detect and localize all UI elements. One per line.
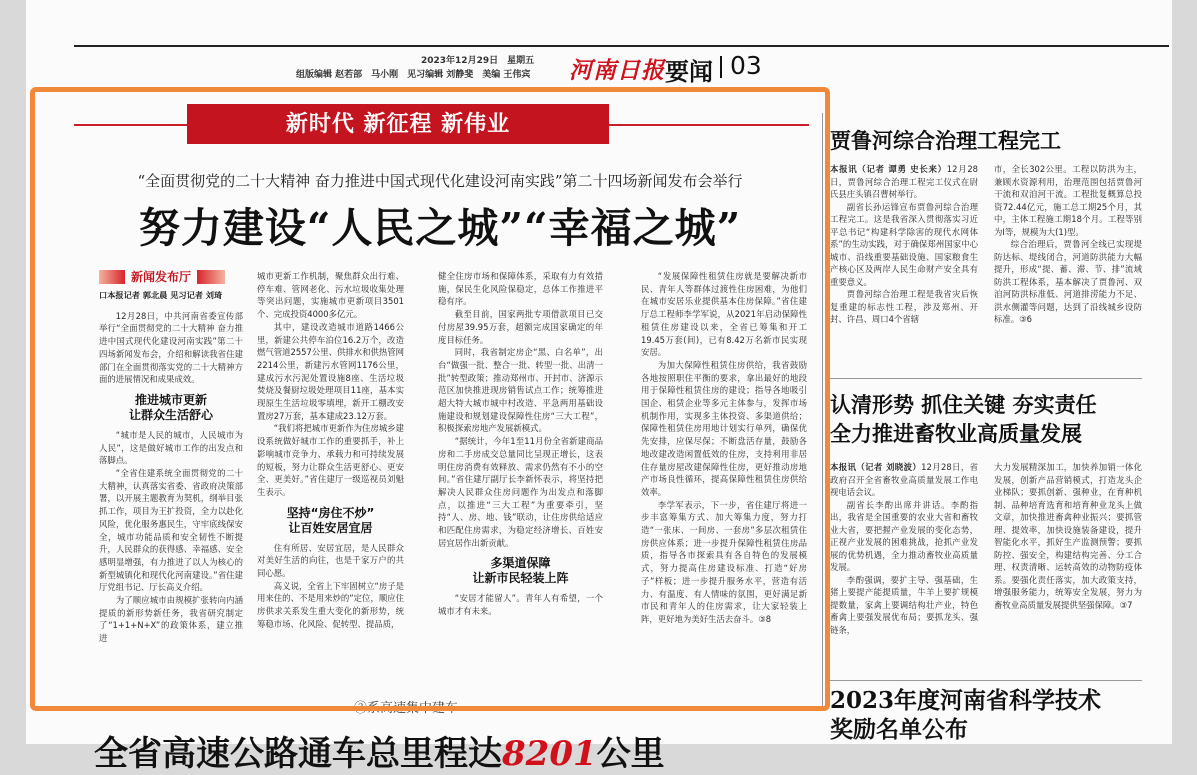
news-hall-label <box>99 270 243 284</box>
right-article-2-column-1 <box>830 461 978 675</box>
right-article-1-column-2 <box>994 163 1142 363</box>
title-line-1: 2023年度河南省科学技术 <box>830 687 1102 714</box>
byline: 本报讯（记者 刘晓波） <box>830 462 922 472</box>
paragraph-text: 12月28日，省政府召开全省畜牧业高质量发展工作电视电话会议。 <box>830 462 978 497</box>
right-article-1-title[interactable]: 贾鲁河综合治理工程完工 <box>830 128 1061 153</box>
next-headline-suffix: 公里 <box>596 734 665 774</box>
paragraph: 高义说，全省上下牢固树立“房子是用来住的、不是用来炒的”定位，顺应住房供求关系发生重大变化的新形势，统筹稳市场、化风险、促转型、提品质， <box>257 580 404 629</box>
hall-bar-left <box>99 270 125 284</box>
paragraph: 健全住房市场和保障体系，采取有力有效措施，保民生化风险保稳定，总体工作推进平稳有序。 <box>438 271 603 307</box>
next-headline-prefix: 全省高速公路通车总里程达 <box>94 734 502 774</box>
article-subtitle: “全面贯彻党的二十大精神 奋力推进中国式现代化建设河南实践”第二十四场新闻发布会举行 <box>137 172 743 190</box>
paragraph: “我们将把城市更新作为住房城乡建设系统做好城市工作的重要抓手，补上影响城市竞争力、承载力和可持续发展的短板，努力让群众生活更舒心、更安全、更美好。”省住建厅一级巡视员刘魁生表示。 <box>257 423 404 497</box>
title-line-2: 全力推进畜牧业高质量发展 <box>830 421 1082 446</box>
title-line-1: 认清形势 抓住关键 夯实责任 <box>830 392 1097 417</box>
column-banner: 新时代 新征程 新伟业 <box>187 104 609 144</box>
editor-credits: 组版编辑 赵若部 马小刚 见习编辑 刘静斐 美编 王伟宾 <box>296 70 531 80</box>
article-column-3 <box>438 270 603 698</box>
article-column-4 <box>641 270 807 698</box>
right-article-1-column-1 <box>830 163 978 363</box>
next-headline-number: 8201 <box>502 734 597 774</box>
right-article-2-column-2 <box>994 461 1142 675</box>
newspaper-page <box>26 0 1172 774</box>
paragraph <box>830 163 978 201</box>
hall-label-text: 新闻发布厅 <box>131 269 192 284</box>
byline: 本报讯（记者 谭勇 史长来） <box>830 164 947 174</box>
paragraph: 12月28日，中共河南省委宣传部举行“全面贯彻党的二十大精神 奋力推进中国式现代化建设河南实践”第二十四场新闻发布会，介绍和解读我省住建部门在全面贯彻落实党的二十大精神方面的进展情况和成果成效。 <box>99 310 243 385</box>
section-title: 要闻 <box>665 58 713 86</box>
paragraph: 副省长李酌出席并讲话。李酌指出，我省是全国重要的农业大省和畜牧业大省，要把握产业发展的变化态势，正视产业发展的困难挑战，抢抓产业发展的优势机遇，全力推动畜牧业高质量发展。 <box>830 499 978 572</box>
article-column-2 <box>257 270 404 698</box>
paragraph: “发展保障性租赁住房就是要解决新市民、青年人等群体过渡性住房困难，为他们在城市安居乐业提供基本住房保障。”省住建厅总工程师李学军说，从2021年启动保障性租赁住房建设以来，全省已筹集和开工19.45万套(间)，已有8.42万名新市民实现安居。 <box>641 271 807 358</box>
paragraph: “全省住建系统全面贯彻党的二十大精神，认真落实省委、省政府决策部署，以开展主题教育为契机，纲举目张抓工作，项目为王扩投资，全力以赴化风险，优化服务惠民生，守牢底线保安全，城市功能品质和安全韧性不断提升，人民群众的获得感、幸福感、安全感明显增强，有力推进了以人为核心的新型城镇化和现代化河南建设。”省住建厅党组书记、厅长高义介绍。 <box>99 468 243 593</box>
article-headline[interactable]: 努力建设“人民之城”“幸福之城” <box>138 204 742 252</box>
title-line-2: 奖励名单公布 <box>830 716 968 743</box>
right-article-3-title[interactable] <box>830 686 1101 744</box>
paragraph <box>830 461 978 499</box>
paragraph: “城市是人民的城市，人民城市为人民”，这是做好城市工作的出发点和落脚点。 <box>99 429 243 466</box>
article-separator <box>830 680 1142 681</box>
paragraph: 截至目前，国家两批专项借款项目已交付房屋39.95万套，超额完成国家确定的年度目标任务。 <box>438 309 603 345</box>
paragraph: 副省长孙运锋宣布贾鲁河综合治理工程完工。这是我省深入贯彻落实习近平总书记“构建科学除害的现代水网体系”的生动实践，对于确保郑州国家中心城市、沿线重要基础设施、国家粮食生产核心区及两岸人民生命财产安全具有重要意义。 <box>830 201 978 287</box>
section-heading: 坚持“房住不炒” 让百姓安居宜居 <box>286 505 375 535</box>
next-article-kicker: ③系高速集中建车 <box>354 701 459 716</box>
paragraph: 大力发展精深加工，加快养加销一体化发展，创新产品营销模式，打造龙头企业梯队；要抓创新、强种业，在育种机制、品种培育选育和培育种业龙头上做文章，加快推进畜禽种业振兴；要抓管理、提效率，加快设施装备建设，提升智能化水平，抓好生产监测预警；要抓防控、强安全，构建结构完善、分工合理、权责清晰、运转高效的动物防疫体系。要强化责任落实，加大政策支持，增强服务能力，统筹安全发展，努力为畜牧业高质量发展提供坚强保障。③7 <box>994 462 1142 610</box>
section-heading: 多渠道保障 让新市民轻装上阵 <box>472 556 569 586</box>
paragraph: 李学军表示，下一步，省住建厅将进一步丰富筹集方式、加大筹集力度，努力打造“一张床、一间房、一套房”多层次租赁住房供应体系；进一步提升保障性租赁住房品质，指导各市探索具有各自特色的发展模式，努力提高住房建设标准、打造“好房子”样板；进一步提升服务水平，营造有活力、有温度、有人情味的氛围，更好满足新市民和青年人的住房需求，让大家轻装上阵，更好地为美好生活去奋斗。③8 <box>641 499 807 624</box>
paragraph: 为加大保障性租赁住房供给，我省鼓励各地按照职住平衡的要求，拿出最好的地段用于保障性租赁住房的建设；指导各地吸引国企、租赁企业等多元主体参与，发挥市场机制作用，实现多主体投资、多渠道供给；保障性租赁住房用地计划实行单列，确保优先安排，应保尽保；不断盘活存量，鼓励各地改建改造闲置低效的住房，支持利用非居住存量房屋改建保障性住房，更好推动房地产市场良性循环，提高保障性租赁住房供给效率。 <box>641 359 807 497</box>
right-article-2-title[interactable] <box>830 390 1097 448</box>
banner-right-rule <box>609 124 809 126</box>
article-byline: 口本报记者 郭北晨 见习记者 刘琦 <box>99 290 223 300</box>
paragraph: 城市更新工作机制，聚焦群众出行难、停车难、管网老化、污水垃圾收集处理等突出问题，实施城市更新项目3501个、完成投资4000多亿元。 <box>257 271 404 320</box>
paragraph: “安居才能留人”。青年人有希望，一个城市才有未来。 <box>438 593 603 617</box>
paragraph: 其中，建设改造城市道路1466公里，新建公共停车泊位16.2万个，改造燃气管道2557公里、供排水和供热管网2214公里，新建污水管网1176公里，建成污水污泥处置设施8座、生活垃圾焚烧及餐厨垃圾处理项目11座，基本实现原生生活垃圾零填埋，新开工棚改安置房27万套，基本建成23.12万套。 <box>257 321 404 421</box>
article-separator <box>830 378 1142 379</box>
section-heading: 推进城市更新 让群众生活舒心 <box>128 392 213 422</box>
paragraph: 综合治理后，贾鲁河全线已实现堤防达标、堤线闭合，河道防洪能力大幅提升，形成“提、蓄、滞、节、排”流域防洪工程体系，基本解决了贾鲁河、双洎河防洪标准低、河道排涝能力不足、洪水侧灌等问题，达到了沿线城乡设防标准。③6 <box>994 239 1142 324</box>
paragraph: 住有所居、安居宜居，是人民群众对美好生活的向往，也是千家万户的共同心愿。 <box>257 542 404 579</box>
paragraph: 同时，我省制定房企“黑、白名单”，出台“做强一批、整合一批、转型一批、出清一批”转型政策；推动郑州市、开封市、济源示范区加快推进现房销售试点工作；统筹推进超大特大城市城中村改造、平急两用基础设施建设和规划建设保障性住房“三大工程”，积极探索房地产发展新模式。 <box>438 347 603 434</box>
paragraph: 市，全长302公里。工程以防洪为主，兼顾水资源利用，治理范围包括贾鲁河干流和双洎河干流。工程批复概算总投资72.44亿元，施工总工期25个月，其中，主体工程施工期18个月。工程等别为Ⅰ等，规模为大(1)型。 <box>994 164 1142 237</box>
column-divider <box>822 113 823 710</box>
issue-date: 2023年12月29日 星期五 <box>421 56 535 66</box>
page-number: 03 <box>730 51 762 80</box>
newspaper-logo: 河南日报 <box>569 57 665 84</box>
paragraph: 李酌强调，要扩主导、强基础，生猪上要提产能提质量，牛羊上要扩规模提数量，家禽上要调结构壮产业，特色畜禽上要强发展优布局；要抓龙头、强链条， <box>830 574 978 635</box>
masthead-rule <box>74 45 1169 47</box>
paragraph-text: 12月28日，贾鲁河综合治理工程完工仪式在尉氏县庄头镇召曹树举行。 <box>830 164 978 199</box>
next-article-headline[interactable] <box>94 726 665 775</box>
main-article[interactable] <box>26 87 832 711</box>
hall-bar-right <box>197 270 225 284</box>
article-column-1 <box>99 270 243 698</box>
paragraph: “据统计，今年1至11月份全省新建商品房和二手房成交总量同比呈现正增长，这表明住房消费有效释放、需求仍然有不小的空间。”省住建厅副厅长李新怀表示，将坚持把解决人民群众住房问题作为出发点和落脚点，以推进“三大工程”为重要牵引，坚持“人、房、地、钱”联动，让住房供给适应和匹配住房需求，为稳定经济增长、百姓安居宜居作出新贡献。 <box>438 436 603 548</box>
paragraph: 贾鲁河综合治理工程是我省灾后恢复重建的标志性工程，涉及郑州、开封、许昌、周口4个省辖 <box>830 289 978 324</box>
paragraph: 为了顺应城市由规模扩张转向内涵提质的新形势新任务，我省研究制定了“1+1+N+X”的政策体系，建立推进 <box>99 595 243 644</box>
section-divider <box>720 56 722 78</box>
banner-left-rule <box>74 124 187 126</box>
